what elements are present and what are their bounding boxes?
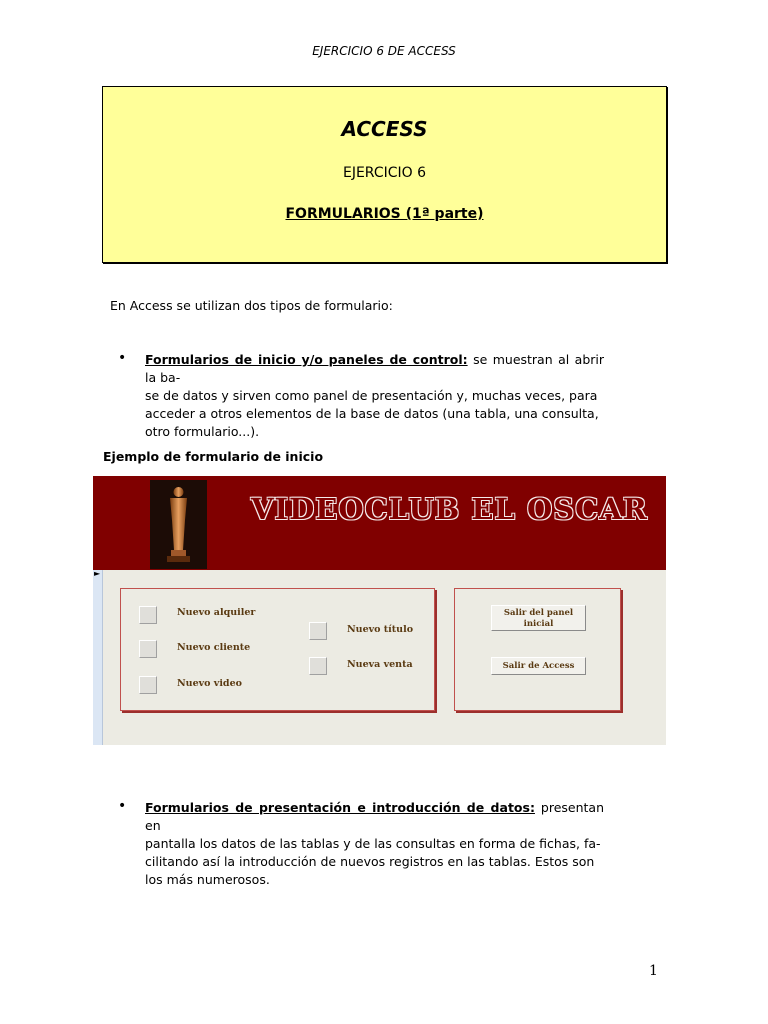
banner-title: VIDEOCLUB EL OSCAR	[251, 492, 648, 526]
record-pointer-icon: ►	[94, 569, 101, 578]
record-selector[interactable]	[93, 570, 103, 745]
bullet-lead: Formularios de presentación e introducción de datos:	[145, 800, 535, 815]
example-heading: Ejemplo de formulario de inicio	[103, 449, 324, 464]
bullet-line: se muestran al abrir la ba-	[145, 352, 605, 385]
option-label: Nuevo video	[177, 678, 242, 689]
option-label: Nuevo cliente	[177, 642, 251, 653]
bullet-line: pantalla los datos de las tablas y de las consultas en forma de fichas, fa-	[145, 836, 601, 851]
exit-panel	[454, 588, 621, 711]
option-label: Nueva venta	[347, 659, 413, 670]
topic-heading: FORMULARIOS (1ª parte)	[285, 206, 484, 222]
options-panel	[120, 588, 435, 711]
option-button-nuevo-video[interactable]	[139, 676, 157, 694]
bullet-marker: •	[118, 798, 127, 814]
title-box	[102, 86, 667, 263]
bullet-line: otro formulario...).	[145, 424, 260, 439]
bullet-lead: Formularios de inicio y/o paneles de control:	[145, 352, 468, 367]
document-title: ACCESS	[341, 117, 428, 141]
oscar-statue-image	[150, 480, 207, 569]
option-button-nuevo-titulo[interactable]	[309, 622, 327, 640]
exit-panel-button[interactable]: Salir del panel inicial	[491, 605, 586, 631]
bullet-paragraph	[145, 799, 604, 889]
bullet-line: acceder a otros elementos de la base de datos (una tabla, una consulta,	[145, 406, 599, 421]
page-header: EJERCICIO 6 DE ACCESS	[312, 44, 456, 58]
intro-paragraph: En Access se utilizan dos tipos de formulario:	[110, 298, 393, 313]
option-button-nuevo-cliente[interactable]	[139, 640, 157, 658]
oscar-icon	[150, 480, 207, 569]
bullet-line: los más numerosos.	[145, 872, 270, 887]
option-label: Nuevo título	[347, 624, 414, 635]
option-label: Nuevo alquiler	[177, 607, 256, 618]
page-number: 1	[649, 963, 658, 979]
bullet-line: presentan en	[145, 800, 605, 833]
bullet-line: se de datos y sirven como panel de presentación y, muchas veces, para	[145, 388, 598, 403]
bullet-marker: •	[118, 350, 127, 366]
exit-access-button[interactable]: Salir de Access	[491, 657, 586, 675]
bullet-paragraph	[145, 351, 604, 441]
option-button-nuevo-alquiler[interactable]	[139, 606, 157, 624]
option-button-nueva-venta[interactable]	[309, 657, 327, 675]
form-screenshot	[93, 476, 666, 745]
exercise-subtitle: EJERCICIO 6	[342, 165, 427, 181]
bullet-line: cilitando así la introducción de nuevos registros en las tablas. Estos son	[145, 854, 595, 869]
